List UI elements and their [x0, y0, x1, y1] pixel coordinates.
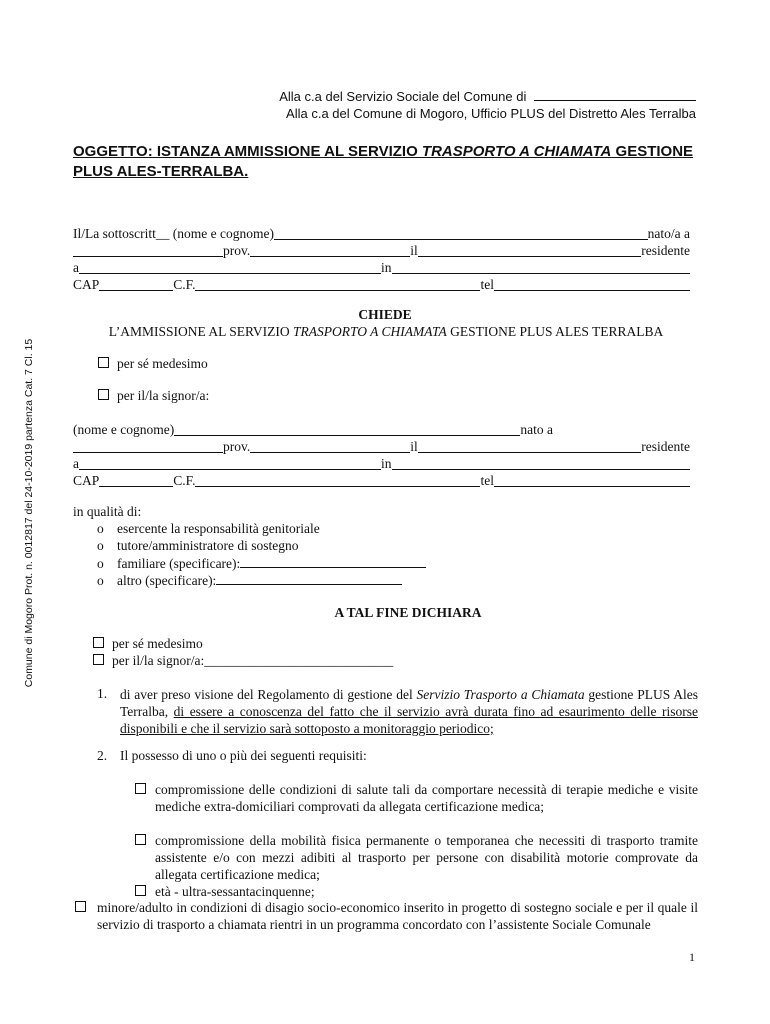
label-a: a [73, 456, 79, 471]
applicant-city-field[interactable] [79, 260, 381, 274]
requisito-checkbox[interactable] [135, 781, 154, 799]
qualita-item-label: familiare (specificare): [117, 556, 241, 571]
applicant-address-field[interactable] [392, 260, 690, 274]
requisito-text: età - ultra-sessantacinquenne; [155, 884, 315, 899]
circle-bullet-icon: o [97, 521, 104, 536]
option-label: per il/la signor/a:____________________________ [112, 653, 394, 668]
beneficiary-line-1 [73, 420, 553, 438]
beneficiary-birthdate-field[interactable] [418, 439, 642, 453]
applicant-line-1 [73, 224, 690, 242]
qualita-label: in qualità di: [73, 504, 142, 519]
label-tel: tel [480, 473, 494, 488]
minore-checkbox[interactable] [75, 899, 94, 917]
item-2-text: Il possesso di uno o più dei seguenti requisiti: [120, 748, 367, 763]
item-1-text-a: di aver preso visione del Regolamento di gestione del [120, 687, 417, 702]
qualita-item[interactable] [97, 521, 320, 537]
applicant-line-3 [73, 258, 690, 276]
beneficiary-cf-field[interactable] [195, 473, 480, 487]
familiare-field[interactable] [240, 555, 426, 568]
checkbox[interactable] [135, 783, 146, 794]
item-1-text [120, 686, 698, 737]
chiede-option-other[interactable] [98, 388, 209, 404]
applicant-tel-field[interactable] [494, 277, 690, 291]
subject-italic: TRASPORTO A CHIAMATA [421, 143, 612, 160]
label-tel: tel [480, 277, 494, 292]
beneficiary-cap-field[interactable] [99, 473, 173, 487]
label-a: a [73, 260, 79, 275]
beneficiary-prov-field[interactable] [250, 439, 410, 453]
checkbox[interactable] [98, 389, 109, 400]
beneficiary-birthplace-field[interactable] [73, 439, 223, 453]
option-label: per il/la signor/a: [117, 388, 210, 403]
requisito-checkbox[interactable] [135, 832, 154, 850]
beneficiary-address-field[interactable] [392, 456, 690, 470]
address-line-2 [286, 106, 696, 121]
requisito-text: compromissione delle condizioni di salute tali da comportare necessità di terapie mediche e visite mediche extra-domiciliari comprovati da allegata certificazione medica; [155, 782, 698, 814]
checkbox[interactable] [98, 357, 109, 368]
label-residente: residente [641, 243, 690, 258]
subject-part-1: OGGETTO: ISTANZA AMMISSIONE AL SERVIZIO [73, 143, 422, 160]
label-cf: C.F. [173, 277, 196, 292]
label-residente: residente [641, 439, 690, 454]
label-cf: C.F. [173, 473, 196, 488]
applicant-line-2 [73, 241, 690, 259]
chiede-line-italic: TRASPORTO A CHIAMATA [293, 324, 447, 339]
applicant-name-field[interactable] [274, 226, 648, 240]
checkbox[interactable] [75, 901, 86, 912]
item-1-text-underline: di essere a conoscenza del fatto che il servizio avrà durata fino ad esaurimento delle risorse disponibili e che il servizio sarà sottoposto a monitoraggio periodico; [120, 704, 698, 736]
qualita-item[interactable] [97, 555, 426, 572]
protocol-stamp-text: Comune di Mogoro Prot. n. 0012817 del 24-10-2019 partenza Cat. 7 Cl. 15 [23, 338, 35, 687]
circle-bullet-icon: o [97, 556, 104, 571]
applicant-cf-field[interactable] [195, 277, 480, 291]
label-born-in: nato/a a [647, 226, 690, 241]
qualita-item[interactable] [97, 538, 298, 554]
dichiara-title: A TAL FINE DICHIARA [334, 605, 482, 620]
label-prov: prov. [223, 243, 251, 258]
qualita-item-label: tutore/amministratore di sostegno [117, 538, 299, 553]
label-cap: CAP [73, 473, 100, 488]
beneficiary-line-2 [73, 437, 690, 455]
label-il: il [410, 439, 418, 454]
beneficiary-city-field[interactable] [79, 456, 381, 470]
page-number: 1 [689, 950, 695, 964]
label-name: Il/La sottoscritt__ (nome e cognome) [73, 226, 274, 241]
address-line-1-text: Alla c.a del Servizio Sociale del Comune di [279, 89, 527, 104]
address-line-1 [279, 88, 696, 104]
beneficiary-line-3 [73, 454, 690, 472]
dichiara-option-other[interactable] [93, 653, 393, 669]
subject-heading [73, 142, 699, 182]
subject-part-2: GESTIONE PLUS ALES-TERRALBA. [73, 143, 694, 180]
chiede-line [73, 324, 699, 340]
circle-bullet-icon: o [97, 538, 104, 553]
address-line-2-text: Alla c.a del Comune di Mogoro, Ufficio PLUS del Distretto Ales Terralba [286, 106, 696, 121]
protocol-stamp [19, 330, 39, 695]
label-prov: prov. [223, 439, 251, 454]
item-1-text-b: gestione PLUS Ales Terralba, [120, 687, 698, 719]
qualita-item[interactable] [97, 572, 402, 589]
label-born-in: nato a [520, 422, 553, 437]
applicant-birthdate-field[interactable] [418, 243, 642, 257]
chiede-option-self[interactable] [98, 356, 208, 372]
label-in: in [381, 260, 392, 275]
label-cap: CAP [73, 277, 100, 292]
chiede-line-b: GESTIONE PLUS ALES TERRALBA [446, 324, 664, 339]
item-1-number: 1. [97, 686, 108, 701]
option-label: per sé medesimo [117, 356, 208, 371]
comune-blank[interactable] [534, 88, 696, 101]
label-name: (nome e cognome) [73, 422, 175, 437]
beneficiary-line-4 [73, 471, 690, 489]
chiede-title: CHIEDE [358, 307, 412, 322]
dichiara-option-self[interactable] [93, 636, 203, 652]
qualita-item-label: altro (specificare): [117, 573, 217, 588]
applicant-birthplace-field[interactable] [73, 243, 223, 257]
applicant-prov-field[interactable] [250, 243, 410, 257]
applicant-cap-field[interactable] [99, 277, 173, 291]
label-il: il [410, 243, 418, 258]
item-1-text-italic: Servizio Trasporto a Chiamata [416, 687, 585, 702]
beneficiary-name-field[interactable] [174, 422, 520, 436]
chiede-line-a: L’AMMISSIONE AL SERVIZIO [108, 324, 294, 339]
checkbox[interactable] [135, 885, 146, 896]
beneficiary-tel-field[interactable] [494, 473, 690, 487]
requisito-text: compromissione della mobilità fisica permanente o temporanea che necessiti di trasporto tramite assistente e/o con mezzi adibiti al trasporto per persone con disabilità motorie comprovate da allegata certificazione medica; [155, 833, 698, 882]
minore-text: minore/adulto in condizioni di disagio socio-economico inserito in progetto di sostegno sociale e per il quale il servizio di trasporto a chiamata rientri in un programma concordato con l’assistente Sociale Comunale [97, 900, 698, 932]
applicant-line-4 [73, 275, 690, 293]
label-in: in [381, 456, 392, 471]
option-label: per sé medesimo [112, 636, 203, 651]
checkbox[interactable] [135, 834, 146, 845]
item-2-number: 2. [97, 748, 108, 763]
qualita-item-label: esercente la responsabilità genitoriale [117, 521, 320, 536]
checkbox[interactable] [93, 654, 104, 665]
checkbox[interactable] [93, 637, 104, 648]
circle-bullet-icon: o [97, 573, 104, 588]
altro-field[interactable] [216, 572, 402, 585]
